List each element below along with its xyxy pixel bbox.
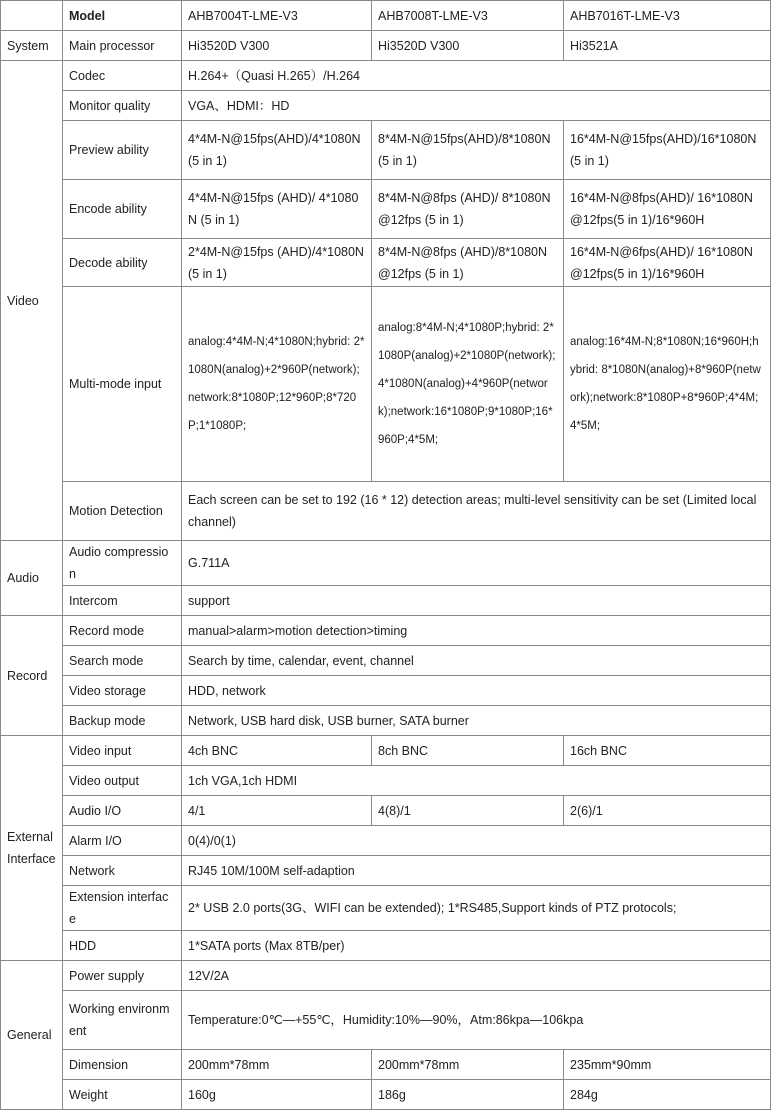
row-label: Working environment (63, 991, 182, 1050)
header-feature: Model (63, 1, 182, 31)
row-label: Multi-mode input (63, 287, 182, 482)
row-label: Decode ability (63, 239, 182, 287)
table-row (1, 736, 771, 766)
row-label: Monitor quality (63, 91, 182, 121)
cell-value: 4*4M-N@15fps(AHD)/4*1080N (5 in 1) (182, 121, 372, 180)
table-row (1, 61, 771, 91)
cell-value: Hi3520D V300 (182, 31, 372, 61)
row-label: Search mode (63, 646, 182, 676)
section-record: Record (1, 616, 63, 736)
row-label: Audio compression (63, 541, 182, 586)
row-label: Network (63, 856, 182, 886)
cell-value: analog:8*4M-N;4*1080P;hybrid: 2*1080P(analog)+2*1080P(network);4*1080N(analog)+4*960P(network);network:16*1080P;9*1080P;16*960P;4*5M; (372, 287, 564, 482)
cell-value: 4ch BNC (182, 736, 372, 766)
row-label: Dimension (63, 1050, 182, 1080)
table-row (1, 886, 771, 931)
table-row (1, 239, 771, 287)
cell-value: 186g (372, 1080, 564, 1110)
row-label: HDD (63, 931, 182, 961)
cell-value: 4/1 (182, 796, 372, 826)
section-general: General (1, 961, 63, 1110)
section-external-interface: External Interface (1, 736, 63, 961)
cell-value: 0(4)/0(1) (182, 826, 771, 856)
cell-value: analog:16*4M-N;8*1080N;16*960H;hybrid: 8*1080N(analog)+8*960P(network);network:8*1080P+8*960P;4*4M;4*5M; (564, 287, 771, 482)
section-video: Video (1, 61, 63, 541)
cell-value: 4*4M-N@15fps (AHD)/ 4*1080N (5 in 1) (182, 180, 372, 239)
cell-value: 4(8)/1 (372, 796, 564, 826)
row-label: Preview ability (63, 121, 182, 180)
row-label: Codec (63, 61, 182, 91)
row-label: Power supply (63, 961, 182, 991)
cell-value: 16ch BNC (564, 736, 771, 766)
row-label: Video output (63, 766, 182, 796)
table-row (1, 931, 771, 961)
corner-cell (1, 1, 63, 31)
row-label: Video input (63, 736, 182, 766)
cell-value: H.264+（Quasi H.265）/H.264 (182, 61, 771, 91)
row-label: Extension interface (63, 886, 182, 931)
cell-value: 200mm*78mm (372, 1050, 564, 1080)
cell-value: 16*4M-N@6fps(AHD)/ 16*1080N @12fps(5 in 1)/16*960H (564, 239, 771, 287)
cell-value: Hi3520D V300 (372, 31, 564, 61)
header-row (1, 1, 771, 31)
table-row (1, 961, 771, 991)
row-label: Video storage (63, 676, 182, 706)
cell-value: manual>alarm>motion detection>timing (182, 616, 771, 646)
cell-value: Each screen can be set to 192 (16 * 12) detection areas; multi-level sensitivity can be set (Limited local channel) (182, 482, 771, 541)
table-row (1, 121, 771, 180)
cell-value: Network, USB hard disk, USB burner, SATA burner (182, 706, 771, 736)
table-row (1, 482, 771, 541)
row-label: Audio I/O (63, 796, 182, 826)
cell-value: 8*4M-N@8fps (AHD)/8*1080N @12fps (5 in 1) (372, 239, 564, 287)
table-row (1, 1050, 771, 1080)
cell-value: analog:4*4M-N;4*1080N;hybrid: 2*1080N(analog)+2*960P(network);network:8*1080P;12*960P;8*720P;1*1080P; (182, 287, 372, 482)
table-row (1, 646, 771, 676)
table-row (1, 991, 771, 1050)
table-row (1, 796, 771, 826)
table-row (1, 616, 771, 646)
row-label: Record mode (63, 616, 182, 646)
row-label: Backup mode (63, 706, 182, 736)
table-row (1, 856, 771, 886)
cell-value: 12V/2A (182, 961, 771, 991)
table-row (1, 826, 771, 856)
cell-value: RJ45 10M/100M self-adaption (182, 856, 771, 886)
cell-value: 16*4M-N@8fps(AHD)/ 16*1080N @12fps(5 in 1)/16*960H (564, 180, 771, 239)
cell-value: G.711A (182, 541, 771, 586)
row-label: Main processor (63, 31, 182, 61)
cell-value: support (182, 586, 771, 616)
cell-value: 8*4M-N@8fps (AHD)/ 8*1080N @12fps (5 in 1) (372, 180, 564, 239)
cell-value: 8*4M-N@15fps(AHD)/8*1080N (5 in 1) (372, 121, 564, 180)
table-row (1, 541, 771, 586)
row-label: Alarm I/O (63, 826, 182, 856)
cell-value: 284g (564, 1080, 771, 1110)
header-model: AHB7004T-LME-V3 (182, 1, 372, 31)
header-model: AHB7016T-LME-V3 (564, 1, 771, 31)
cell-value: 8ch BNC (372, 736, 564, 766)
cell-value: VGA、HDMI：HD (182, 91, 771, 121)
table-row (1, 586, 771, 616)
table-row (1, 287, 771, 482)
table-row (1, 91, 771, 121)
cell-value: Temperature:0℃—+55℃，Humidity:10%—90%，Atm:86kpa—106kpa (182, 991, 771, 1050)
cell-value: 200mm*78mm (182, 1050, 372, 1080)
table-row (1, 706, 771, 736)
row-label: Encode ability (63, 180, 182, 239)
section-audio: Audio (1, 541, 63, 616)
table-row (1, 1080, 771, 1110)
table-row (1, 31, 771, 61)
table-row (1, 676, 771, 706)
cell-value: 160g (182, 1080, 372, 1110)
table-row (1, 766, 771, 796)
cell-value: Hi3521A (564, 31, 771, 61)
table-row (1, 180, 771, 239)
row-label: Intercom (63, 586, 182, 616)
row-label: Weight (63, 1080, 182, 1110)
cell-value: 2(6)/1 (564, 796, 771, 826)
cell-value: 2* USB 2.0 ports(3G、WIFI can be extended); 1*RS485,Support kinds of PTZ protocols; (182, 886, 771, 931)
cell-value: 1ch VGA,1ch HDMI (182, 766, 771, 796)
cell-value: HDD, network (182, 676, 771, 706)
cell-value: Search by time, calendar, event, channel (182, 646, 771, 676)
cell-value: 235mm*90mm (564, 1050, 771, 1080)
cell-value: 1*SATA ports (Max 8TB/per) (182, 931, 771, 961)
section-system: System (1, 31, 63, 61)
cell-value: 2*4M-N@15fps (AHD)/4*1080N (5 in 1) (182, 239, 372, 287)
row-label: Motion Detection (63, 482, 182, 541)
cell-value: 16*4M-N@15fps(AHD)/16*1080N (5 in 1) (564, 121, 771, 180)
header-model: AHB7008T-LME-V3 (372, 1, 564, 31)
